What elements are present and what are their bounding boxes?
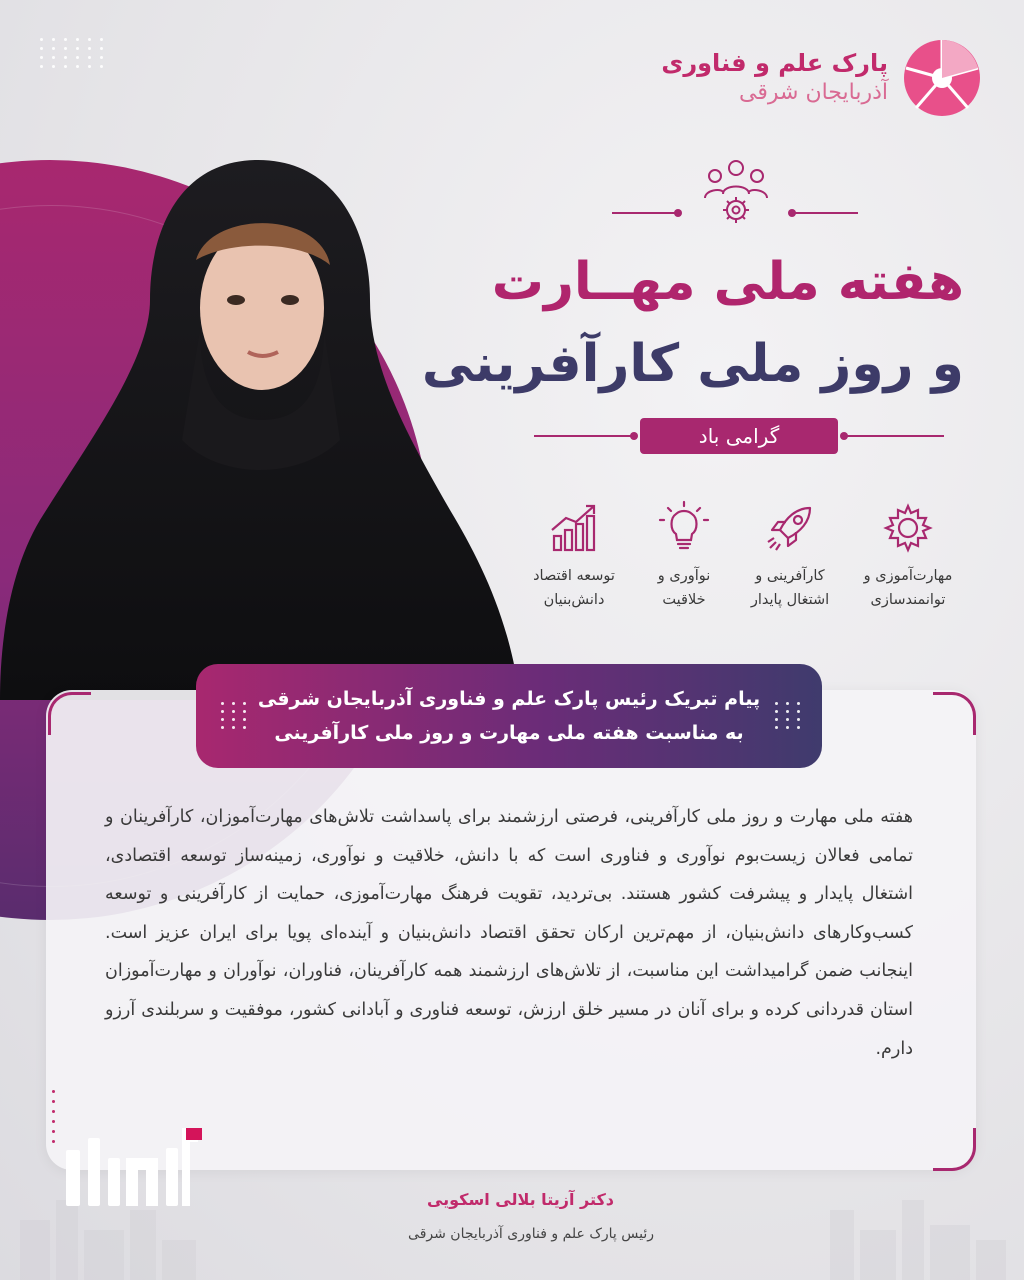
congrats-badge: گرامی باد — [640, 418, 838, 454]
feature-label-line1: نوآوری و — [657, 568, 711, 584]
feature-economy — [518, 500, 630, 612]
signature-role: رئیس پارک علم و فناوری آذربایجان شرقی — [408, 1226, 654, 1242]
feature-innovation — [628, 500, 740, 612]
feature-label-line1: مهارت‌آموزی و — [863, 568, 953, 584]
feature-entrepreneurship — [734, 500, 846, 612]
park-logo — [661, 38, 982, 118]
badge-divider-right — [844, 435, 944, 437]
badge-divider-left — [534, 435, 634, 437]
decorative-dots — [772, 702, 800, 729]
logo-subtitle: آذربایجان شرقی — [739, 80, 888, 105]
gear-icon — [880, 500, 936, 556]
logo-title: پارک علم و فناوری — [661, 49, 888, 77]
feature-label-line2: توانمندسازی — [870, 592, 946, 608]
lightbulb-icon — [656, 500, 712, 556]
team-gear-icon — [697, 152, 775, 230]
decorative-dots — [40, 38, 106, 68]
card-corner — [48, 692, 91, 735]
decorative-dots — [218, 702, 246, 729]
message-heading-banner — [196, 664, 822, 768]
message-heading-line1: پیام تبریک رئیس پارک علم و فناوری آذربایجان شرقی — [257, 688, 761, 710]
growth-chart-icon — [546, 500, 602, 556]
azaranja-watermark-logo — [62, 1128, 202, 1210]
feature-label-line2: دانش‌بنیان — [543, 592, 605, 608]
decorative-dots — [52, 1090, 55, 1143]
portrait-image — [0, 140, 520, 700]
feature-label-line1: کارآفرینی و — [755, 568, 825, 584]
feature-label-line2: خلاقیت — [662, 592, 706, 608]
signature-name: دکتر آزیتا بلالی اسکویی — [426, 1190, 614, 1209]
headline-line1: هفته ملی مهــارت — [491, 252, 964, 312]
message-heading-line2: به مناسبت هفته ملی مهارت و روز ملی کارآفرینی — [274, 722, 744, 744]
logo-mark-icon — [902, 38, 982, 118]
title-divider-left — [612, 212, 678, 214]
rocket-icon — [762, 500, 818, 556]
feature-label-line1: توسعه اقتصاد — [533, 568, 615, 584]
message-body: هفته ملی مهارت و روز ملی کارآفرینی، فرصتی ارزشمند برای پاسداشت تلاش‌های مهارت‌آموزان، کارآفرینان و تمامی فعالان زیست‌بوم نوآوری و فناوری است که با دانش، خلاقیت و نوآوری، زمینه‌ساز توسعه اقتصادی، اشتغال پایدار و پیشرفت کشور هستند. بی‌تردید، تقویت فرهنگ مهارت‌آموزی، حمایت از کارآفرینی و توسعه کسب‌وکارهای دانش‌بنیان، از مهم‌ترین ارکان تحقق اقتصاد دانش‌بنیان و آینده‌ای پویا برای ایران عزیز است. اینجانب ضمن گرامیداشت این مناسبت، از تلاش‌های ارزشمند همه کارآفرینان، فناوران، نوآوران و مهارت‌آموزان استان قدردانی کرده و برای آنان در مسیر خلق ارزش، توسعه فناوری و آبادانی کشور، موفقیت و سربلندی آرزو دارم. — [105, 807, 913, 1059]
title-divider-right — [792, 212, 858, 214]
feature-label-line2: اشتغال پایدار — [750, 592, 830, 608]
headline-line2: و روز ملی کارآفرینی — [421, 334, 964, 394]
feature-skills — [852, 500, 964, 612]
